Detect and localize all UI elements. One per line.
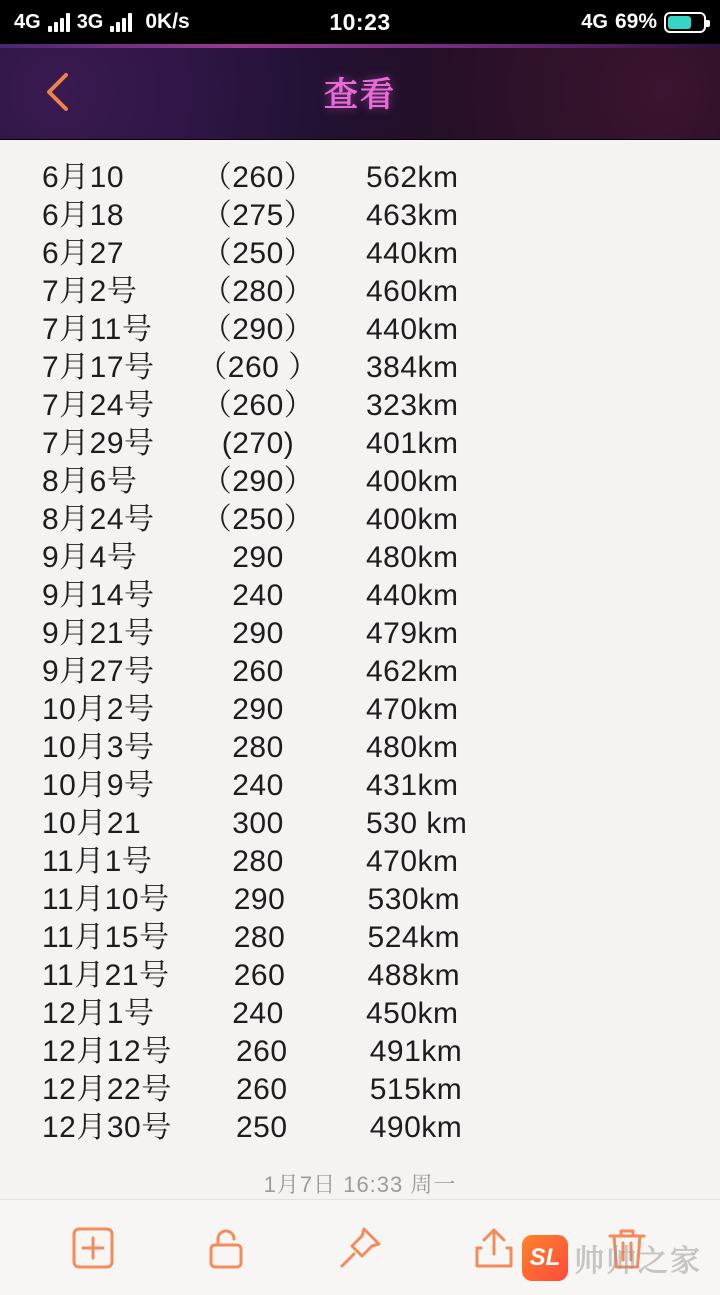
row-count: （250） [201,237,315,270]
row-count: （290） [201,465,315,498]
network-type-label-1: 4G [14,10,41,33]
row-count: 240 [232,579,284,612]
row-count: (270) [221,427,295,460]
row-count: 280 [232,731,284,764]
row-date: 9月4号 [42,541,138,574]
row-distance: 463km [366,199,459,232]
row-count: 290 [232,541,284,574]
table-row [0,266,720,308]
app-header [0,44,720,140]
row-count: 300 [232,807,284,840]
row-date: 12月1号 [42,997,155,1030]
table-row [0,1102,720,1144]
status-bar-right [581,10,706,34]
row-distance: 470km [366,693,459,726]
table-row [0,570,720,612]
row-date: 7月17号 [42,351,155,384]
status-bar-clock: 10:23 [329,8,391,35]
signal-bars-icon-2 [110,12,132,32]
row-distance: 488km [367,959,461,992]
note-rows [0,152,720,1144]
watermark-text: 帅帅之家 [574,1245,702,1278]
row-date: 9月27号 [42,655,155,688]
row-count: 260 [232,655,284,688]
row-distance: 490km [369,1111,463,1144]
table-row [0,494,720,536]
page-title: 查看 [324,76,396,114]
row-date: 10月9号 [42,769,155,802]
battery-fill [668,16,691,29]
network-type-label-3: 4G [581,10,608,33]
row-date: 12月30号 [42,1111,172,1144]
row-date: 7月11号 [42,313,153,346]
row-count: （290） [201,313,315,346]
table-row [0,760,720,802]
row-count: 260 [233,959,286,992]
row-distance: 400km [366,503,459,536]
row-count: 250 [235,1111,288,1144]
row-distance: 479km [366,617,459,650]
status-bar-left [14,10,190,34]
table-row [0,304,720,346]
row-count: 260 [235,1035,288,1068]
table-row [0,836,720,878]
row-count: 240 [232,769,284,802]
row-distance: 480km [366,731,459,764]
table-row [0,912,720,954]
row-distance: 562km [366,161,459,194]
network-type-label-2: 3G [76,10,104,33]
table-row [0,190,720,232]
row-date: 7月2号 [42,275,138,308]
row-date: 9月14号 [42,579,155,612]
row-date: 7月24号 [42,389,155,422]
bottom-toolbar [0,1199,720,1295]
table-row [0,950,720,992]
row-count: （280） [201,275,315,308]
note-content[interactable] [0,140,720,1199]
row-distance: 401km [366,427,459,460]
row-count: 280 [232,845,284,878]
table-row [0,342,720,384]
row-distance: 491km [369,1035,463,1068]
row-count: 260 [235,1073,288,1106]
table-row [0,380,720,422]
network-speed-label: 0K/s [145,10,190,33]
row-distance: 462km [366,655,459,688]
row-count: 280 [233,921,286,954]
table-row [0,418,720,460]
row-count: 240 [232,997,284,1030]
row-distance: 440km [366,313,459,346]
table-row [0,152,720,194]
row-count: （275） [201,199,315,232]
row-date: 10月2号 [42,693,155,726]
pin-icon[interactable] [328,1216,392,1280]
signal-bars-icon-1 [48,12,70,32]
row-count: 290 [232,617,284,650]
row-date: 11月10号 [42,883,170,916]
table-row [0,988,720,1030]
row-date: 12月12号 [42,1035,172,1068]
row-count: （260） [201,389,315,422]
row-distance: 440km [366,237,459,270]
row-count: （260） [201,161,315,194]
table-row [0,532,720,574]
note-timestamp: 1月7日 16:33 周一 [263,1172,457,1197]
row-distance: 450km [366,997,459,1030]
row-distance: 400km [366,465,459,498]
row-distance: 480km [366,541,459,574]
lock-icon[interactable] [194,1216,258,1280]
row-date: 11月21号 [42,959,170,992]
table-row [0,646,720,688]
watermark-badge: SL [522,1235,568,1281]
row-distance: 460km [366,275,459,308]
row-date: 11月1号 [42,845,153,878]
row-distance: 524km [367,921,461,954]
status-bar [0,0,720,44]
table-row [0,798,720,840]
row-count: 290 [233,883,286,916]
row-distance: 530 km [366,807,468,840]
table-row [0,456,720,498]
row-date: 10月21 [42,807,142,840]
table-row [0,228,720,270]
row-distance: 515km [369,1073,463,1106]
battery-icon [664,12,706,33]
row-date: 7月29号 [42,427,155,460]
row-distance: 431km [366,769,459,802]
row-date: 8月24号 [42,503,155,536]
table-row [0,608,720,650]
row-distance: 323km [366,389,459,422]
add-note-icon[interactable] [61,1216,125,1280]
row-distance: 470km [366,845,459,878]
table-row [0,1064,720,1106]
share-icon[interactable] [462,1216,526,1280]
row-date: 6月27 [42,237,125,270]
row-date: 6月10 [42,161,125,194]
row-count: （250） [201,503,315,536]
row-date: 11月15号 [42,921,170,954]
row-count: （260 ） [197,351,319,384]
row-date: 10月3号 [42,731,155,764]
battery-percent-label: 69% [614,10,657,33]
table-row [0,1026,720,1068]
table-row [0,684,720,726]
back-button[interactable] [34,69,80,115]
row-date: 6月18 [42,199,125,232]
row-distance: 384km [366,351,459,384]
row-date: 9月21号 [42,617,155,650]
row-date: 12月22号 [42,1073,172,1106]
row-date: 8月6号 [42,465,138,498]
row-count: 290 [232,693,284,726]
table-row [0,722,720,764]
row-distance: 440km [366,579,459,612]
table-row [0,874,720,916]
delete-icon[interactable] [595,1216,659,1280]
row-distance: 530km [367,883,461,916]
